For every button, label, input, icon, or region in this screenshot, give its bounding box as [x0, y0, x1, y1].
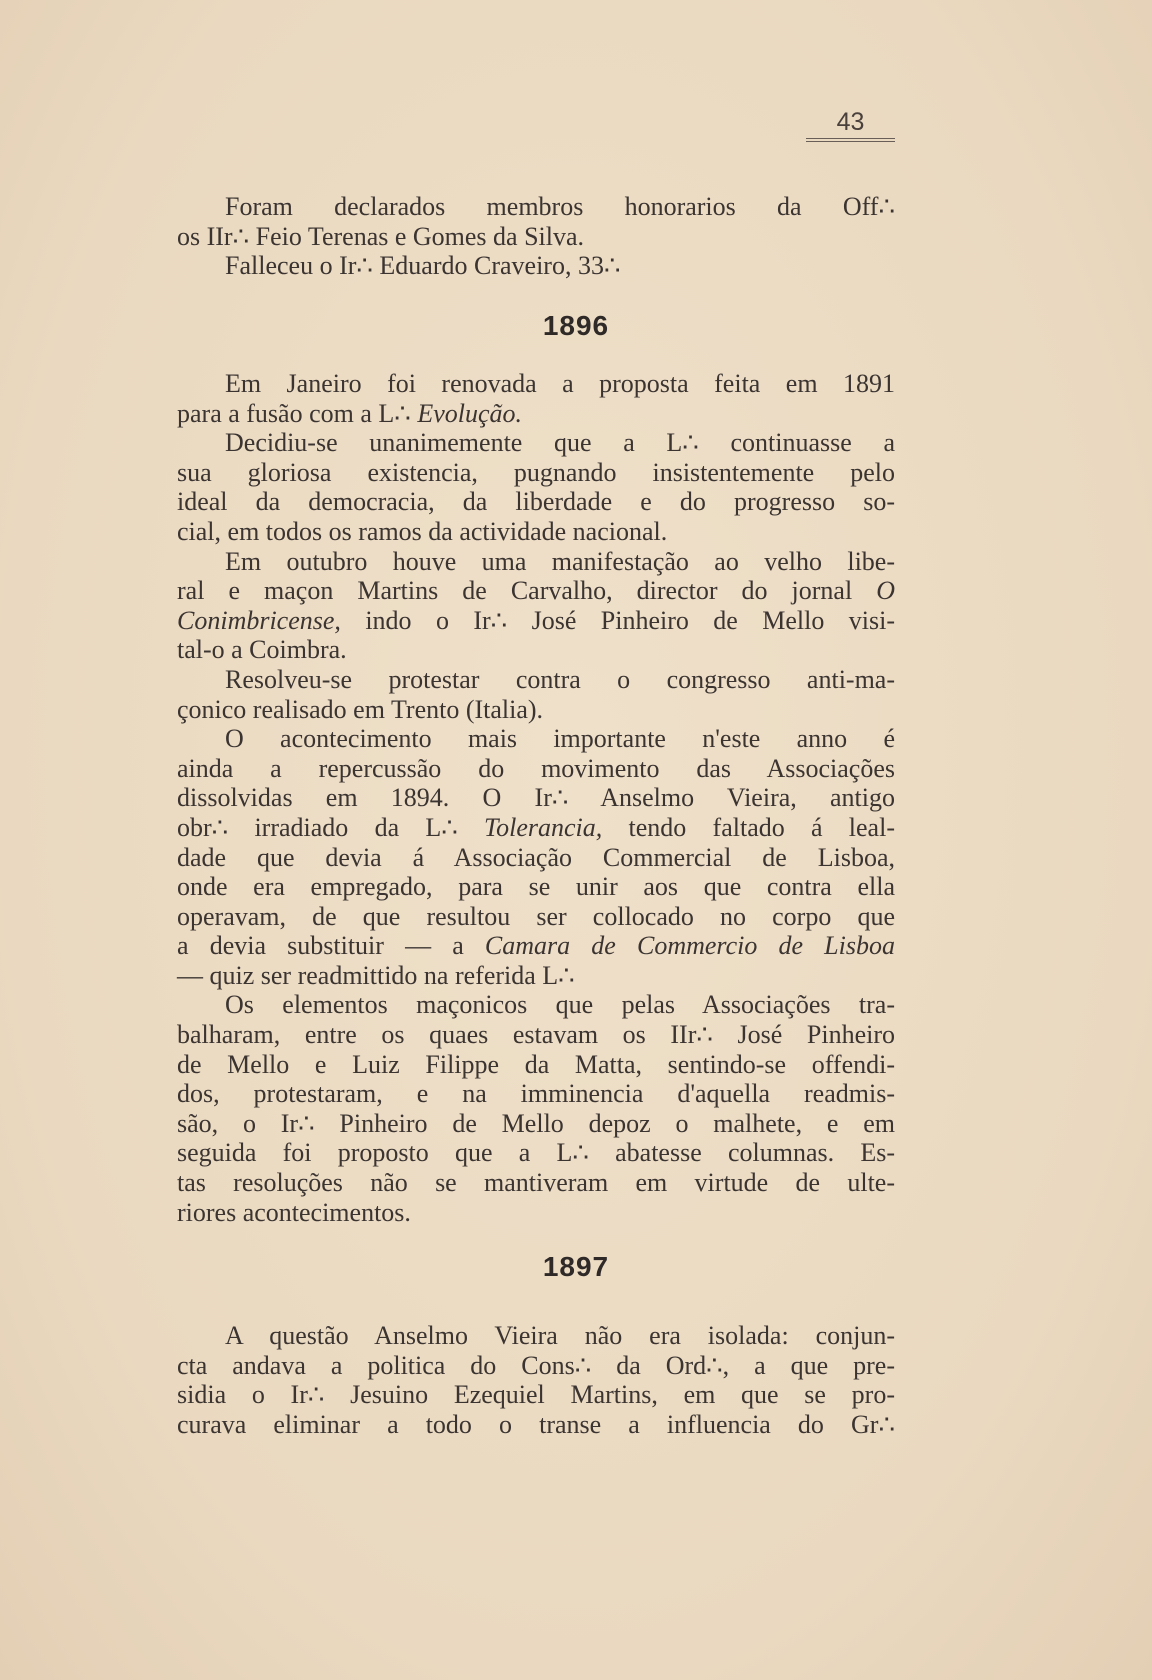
- text-run: os IIr∴ Feio Terenas e Gomes da Silva.: [177, 221, 585, 251]
- text-line: [177, 222, 895, 252]
- text-run: tendo faltado á leal-: [602, 812, 895, 842]
- text-run: balharam, entre os quaes estavam os IIr∴ José Pinheiro: [177, 1020, 895, 1050]
- paragraph: [177, 428, 895, 546]
- text-line: [177, 1168, 895, 1198]
- text-run: curava eliminar a todo o transe a influencia do Gr∴: [177, 1409, 895, 1439]
- text-line: [177, 251, 895, 281]
- italic-text: Evolução.: [417, 398, 523, 428]
- text-line: [177, 1380, 895, 1410]
- text-line: [177, 990, 895, 1020]
- paragraph: [177, 990, 895, 1227]
- text-run: Falleceu o Ir∴ Eduardo Craveiro, 33∴: [225, 251, 621, 281]
- text-run: çonico realisado em Trento (Italia).: [177, 694, 544, 724]
- text-run: obr∴ irradiado da L∴: [177, 812, 485, 842]
- text-line: [177, 843, 895, 873]
- paragraph: [177, 547, 895, 665]
- text-run: Os elementos maçonicos que pelas Associações tra-: [225, 990, 895, 1020]
- text-line: [177, 576, 895, 606]
- paragraph: [177, 724, 895, 990]
- text-run: Foram declarados membros honorarios da Off∴: [225, 192, 895, 221]
- paragraph: [177, 369, 895, 428]
- text-run: A questão Anselmo Vieira não era isolada: conjun-: [225, 1321, 895, 1350]
- text-line: [177, 399, 895, 429]
- page-number: 43: [836, 108, 865, 136]
- text-line: [177, 931, 895, 961]
- text-line: [177, 635, 895, 665]
- text-line: [177, 813, 895, 843]
- text-line: [177, 665, 895, 695]
- text-line: [177, 724, 895, 754]
- text-line: [177, 369, 895, 399]
- text-run: Em outubro houve uma manifestação ao velho libe-: [225, 546, 895, 576]
- text-line: [177, 1138, 895, 1168]
- text-run: — quiz ser readmittido na referida L∴: [177, 960, 575, 990]
- text-line: [177, 1050, 895, 1080]
- page-number-rule: [806, 138, 895, 142]
- text-run: cta andava a politica do Cons∴ da Ord∴, a que pre-: [177, 1350, 895, 1380]
- text-run: ideal da democracia, da liberdade e do progresso so-: [177, 487, 895, 517]
- text-run: de Mello e Luiz Filippe da Matta, sentindo-se offendi-: [177, 1049, 895, 1079]
- paragraph: [177, 665, 895, 724]
- text-line: [177, 1410, 895, 1440]
- text-run: onde era empregado, para se unir aos que contra ella: [177, 872, 895, 902]
- text-line: [177, 487, 895, 517]
- text-run: Resolveu-se protestar contra o congresso anti-ma-: [225, 664, 895, 694]
- text-run: operavam, de que resultou ser collocado no corpo que: [177, 901, 895, 931]
- italic-text: Conimbricense,: [177, 605, 341, 635]
- text-line: [177, 1079, 895, 1109]
- text-run: Decidiu-se unanimemente que a L∴ continuasse a: [225, 428, 895, 458]
- text-run: dade que devia á Associação Commercial de Lisboa,: [177, 842, 895, 872]
- text-line: [177, 458, 895, 488]
- text-run: indo o Ir∴ José Pinheiro de Mello visi-: [340, 605, 895, 635]
- text-run: riores acontecimentos.: [177, 1197, 411, 1227]
- text-run: dissolvidas em 1894. O Ir∴ Anselmo Vieira, antigo: [177, 783, 895, 813]
- text-run: a devia substituir — a: [177, 931, 485, 961]
- section-heading-1896: 1896: [542, 310, 610, 341]
- section-1896: [177, 369, 895, 1227]
- text-line: [177, 783, 895, 813]
- text-line: [177, 695, 895, 725]
- text-run: Em Janeiro foi renovada a proposta feita em 1891: [225, 369, 895, 398]
- text-run: tas resoluções não se mantiveram em virtude de ulte-: [177, 1168, 895, 1198]
- text-run: são, o Ir∴ Pinheiro de Mello depoz o malhete, e em: [177, 1108, 895, 1138]
- text-line: [177, 902, 895, 932]
- text-run: seguida foi proposto que a L∴ abatesse columnas. Es-: [177, 1138, 895, 1168]
- section-heading-1897: 1897: [542, 1251, 610, 1282]
- text-line: [177, 1198, 895, 1228]
- italic-text: Camara de Commercio de Lisboa: [484, 931, 895, 961]
- text-run: ainda a repercussão do movimento das Associações: [177, 753, 895, 783]
- text-line: [177, 606, 895, 636]
- section-1897: [177, 1321, 895, 1439]
- italic-text: O: [876, 576, 895, 606]
- text-run: sidia o Ir∴ Jesuino Ezequiel Martins, em que se pro-: [177, 1380, 895, 1410]
- text-run: dos, protestaram, e na imminencia d'aquella readmis-: [177, 1079, 895, 1109]
- text-line: [177, 754, 895, 784]
- text-line: [177, 517, 895, 547]
- text-line: [177, 961, 895, 991]
- text-run: tal-o a Coimbra.: [177, 635, 347, 665]
- text-line: [177, 547, 895, 577]
- text-line: [177, 1109, 895, 1139]
- text-line: [177, 1321, 895, 1351]
- text-run: para a fusão com a L∴: [177, 398, 418, 428]
- section-intro: [177, 192, 895, 281]
- text-run: ral e maçon Martins de Carvalho, director do jornal: [177, 576, 877, 606]
- text-run: O acontecimento mais importante n'este anno é: [225, 724, 895, 754]
- text-run: cial, em todos os ramos da actividade nacional.: [177, 516, 668, 546]
- text-line: [177, 1351, 895, 1381]
- text-line: [177, 428, 895, 458]
- text-line: [177, 1020, 895, 1050]
- text-run: sua gloriosa existencia, pugnando insistentemente pelo: [177, 457, 895, 487]
- paragraph: [177, 251, 895, 281]
- paragraph: [177, 1321, 895, 1439]
- italic-text: Tolerancia,: [484, 812, 603, 842]
- text-line: [177, 872, 895, 902]
- paragraph: [177, 192, 895, 251]
- text-line: [177, 192, 895, 222]
